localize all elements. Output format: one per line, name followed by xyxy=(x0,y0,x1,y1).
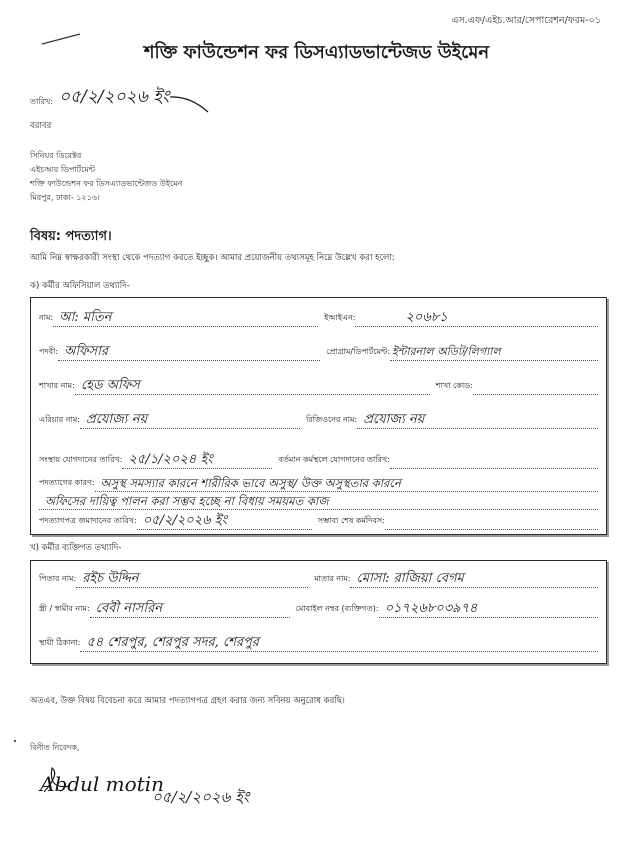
date-value: ০৫/২/২০২৬ ইং xyxy=(58,87,170,107)
ein-label: ইআইএন: xyxy=(324,313,356,322)
father-value: রইচ উদ্দিন xyxy=(76,570,308,588)
reason-row xyxy=(39,473,598,492)
area-value: প্রযোজ্য নয় xyxy=(80,411,300,429)
signature-date: ০৫/২/২০২৬ ইং xyxy=(152,788,250,806)
designation-value: অফিসার xyxy=(58,343,320,361)
mother-value: মোসা: রাজিয়া বেগম xyxy=(350,570,598,588)
program-label: প্রোগ্রাম/ডিপার্টমেন্ট: xyxy=(326,347,390,356)
last-working-day-value xyxy=(385,512,598,530)
joining-date-row xyxy=(39,450,598,469)
permanent-address-label: স্থায়ী ঠিকানা: xyxy=(39,638,81,647)
closing-request: অতএব, উক্ত বিষয় বিবেচনা করে আমার পদত্যাগপত্র গ্রহণ করার জন্য সবিনয় অনুরোধ করছি। xyxy=(30,696,345,706)
program-value: ইন্টারনাল অডিট/লিগ্যাল xyxy=(390,343,598,361)
parents-row xyxy=(39,569,598,588)
organization-title: শক্তি ফাউন্ডেশন ফর ডিসএ্যাডভান্টেজড উইমেন xyxy=(143,42,490,63)
recipient-organization: শক্তি ফাউন্ডেশন ফর ডিসএ্যাডভান্টেজড উইমেন xyxy=(30,179,183,188)
personal-info-box xyxy=(30,560,607,664)
subject-line: বিষয়: পদত্যাগ। xyxy=(30,229,112,244)
branch-code-value xyxy=(473,377,598,395)
mother-label: মাতার নাম: xyxy=(314,574,351,583)
signature-name: Abdul motin xyxy=(40,772,165,796)
permanent-address-value: ৫৪ শেরপুর, শেরপুর সদর, শেরপুর xyxy=(80,634,598,652)
official-info-heading: ক) কর্মীর অফিসিয়াল তথ্যাদি- xyxy=(30,281,130,291)
spouse-row xyxy=(39,599,598,618)
spouse-value: বেবী নাসরিন xyxy=(90,600,290,618)
region-label: রিজিওনের নাম: xyxy=(305,415,358,424)
reason-row-2 xyxy=(39,491,598,510)
name-row xyxy=(39,308,598,327)
to-label: বরাবর xyxy=(30,121,52,131)
mobile-label: মোবাইল নম্বর (ব্যক্তিগত): xyxy=(295,604,379,613)
current-joining-date-label: বর্তমান কর্মস্থলে যোগদানের তারিখ: xyxy=(278,455,390,464)
recipient-address: মিরপুর, ঢাকা- ১২১৬। xyxy=(30,193,100,202)
ein-value: ২০৬৮১ xyxy=(355,309,598,327)
form-code: এস.এফ/এইচ.আর/সেপারেশন/ফরম-০১ xyxy=(451,15,601,26)
designation-row xyxy=(39,342,598,361)
official-info-box xyxy=(30,297,607,535)
personal-info-heading: খ) কর্মীর ব্যক্তিগত তথ্যাদি- xyxy=(30,543,122,553)
date-label: তারিখ: xyxy=(30,97,53,106)
area-label: এরিয়ার নাম: xyxy=(39,415,80,424)
joining-date-label: সংস্থায় যোগদানের তারিখ: xyxy=(39,455,123,464)
reason-line-1: অসুস্থ সমস্যার কারনে শারীরিক ভাবে অসুস্থ/ উক্ত অসুস্থতার কারনে xyxy=(95,474,598,492)
last-working-day-label: সম্ভাব্য শেষ কর্মদিবস: xyxy=(317,516,385,525)
branch-row xyxy=(39,376,598,395)
branch-code-label: শাখা কোড: xyxy=(435,381,473,390)
area-row xyxy=(39,410,598,429)
submission-date-row xyxy=(39,511,598,530)
address-row xyxy=(39,633,598,652)
recipient-designation: সিনিয়র ডিরেক্টর xyxy=(30,151,82,160)
reason-line-2: অফিসের দায়িত্ব পালন করা সম্ভব হচ্ছে না বিধায় সময়মত কাজ xyxy=(39,492,598,510)
branch-value: হেড অফিস xyxy=(75,377,430,395)
region-value: প্রযোজ্য নয় xyxy=(357,411,598,429)
spouse-label: স্ত্রী / স্বামীর নাম: xyxy=(39,604,90,613)
submission-date-value: ০৫/২/২০২৬ ইং xyxy=(137,512,312,530)
branch-label: শাখার নাম: xyxy=(39,381,75,390)
signoff: বিনীত নিবেদক, xyxy=(30,743,80,752)
name-value: আ: মতিন xyxy=(53,309,318,327)
submission-date-label: পদত্যাগপত্র জমাদানের তারিখ: xyxy=(39,516,137,525)
intro-text: আমি নিম্ন স্বাক্ষরকারী সংস্থা থেকে পদত্যাগ করতে ইচ্ছুক। আমার প্রয়োজনীয় তথ্যসমূহ নিম্নে উল্লেখ করা হলো: xyxy=(30,253,395,263)
name-label: নাম: xyxy=(39,313,54,322)
date-line xyxy=(30,84,169,112)
reason-label: পদত্যাগের কারণ: xyxy=(39,478,95,487)
designation-label: পদবী: xyxy=(39,347,59,356)
current-joining-date-value xyxy=(390,451,598,469)
mobile-value: ০১৭২৬৮০৩৯৭৪ xyxy=(379,600,598,618)
father-label: পিতার নাম: xyxy=(39,574,77,583)
joining-date-value: ২৫/১/২০২৪ ইং xyxy=(122,451,272,469)
recipient-department: এইচআর ডিপার্টমেন্ট xyxy=(30,165,96,174)
